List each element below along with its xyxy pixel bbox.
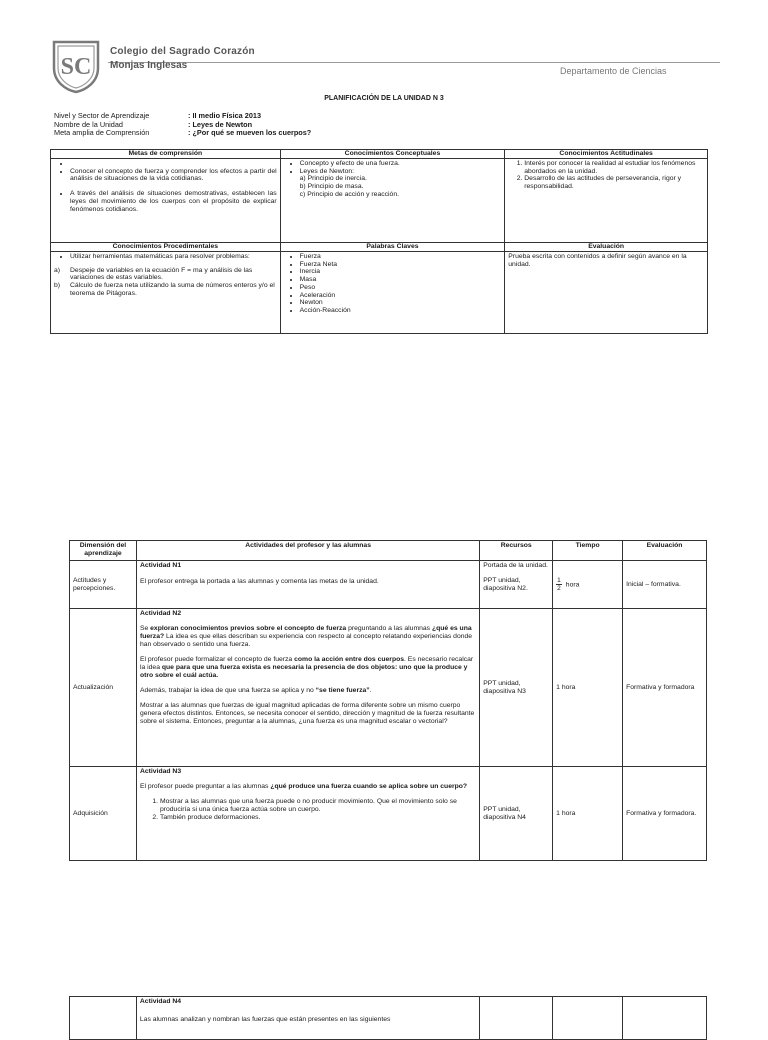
activities-table [69, 540, 707, 861]
col-header-evaluacion: Evaluación [623, 541, 707, 561]
dimension-cell [70, 997, 137, 1040]
tiempo-cell: 1 hora [553, 767, 623, 861]
list-item: • Masa [300, 276, 502, 284]
activity-title: Actividad N2 [139, 610, 182, 617]
conceptuales-cell [280, 159, 505, 243]
item-label: a) [54, 266, 61, 274]
activities-table-continued [69, 996, 707, 1040]
sub-item: a) Principio de inercia. [299, 175, 367, 183]
col-header-recursos: Recursos [480, 541, 553, 561]
table-row [70, 561, 707, 609]
unit-overview-table [50, 149, 708, 334]
recursos-cell [480, 997, 553, 1040]
evaluacion-cell: Formativa y formadora. [623, 767, 707, 861]
list-item: 1. Mostrar a las alumnas que una fuerza puede o no producir movimiento. Que el movimiento solo se produciría si una única fuerza actúa sobre un cuerpo. [160, 798, 476, 814]
tiempo-cell [553, 561, 623, 609]
list-item: 1. Interés por conocer la realidad al estudiar los fenómenos abordados en la unidad. [524, 160, 704, 175]
activity-paragraph: El profesor puede preguntar a las alumnas ¿qué produce una fuerza cuando se aplica sobre un cuerpo? [139, 783, 468, 790]
department-label: Departamento de Ciencias [560, 66, 667, 76]
col-header-actitudinales: Conocimientos Actitudinales [505, 150, 708, 159]
meta-key: Meta amplia de Comprensión [54, 128, 150, 138]
sub-item: c) Principio de acción y reacción. [299, 190, 399, 198]
activity-text: El profesor entrega la portada a las alumnas y comenta las metas de la unidad. [139, 578, 379, 585]
evaluacion-cell: Inicial – formativa. [623, 561, 707, 609]
page-title: PLANIFICACIÓN DE LA UNIDAD N 3 [324, 95, 444, 102]
meta-key: Nivel y Sector de Aprendizaje [54, 111, 150, 120]
procedimentales-cell [51, 252, 281, 334]
dimension-cell: Adquisición [70, 767, 137, 861]
list-item: • Aceleración [300, 292, 502, 300]
activity-text: Las alumnas analizan y nombran las fuerzas que están presentes en las siguientes [139, 1016, 391, 1023]
list-item: • Fuerza [300, 253, 502, 261]
list-item: 2. Desarrollo de las actitudes de perseverancia, rigor y responsabilidad. [524, 175, 704, 190]
activity-title: Actividad N1 [139, 562, 182, 569]
school-logo-icon [48, 38, 104, 94]
school-name: Colegio del Sagrado Corazón [110, 46, 255, 57]
activity-paragraph: Se exploran conocimientos previos sobre el concepto de fuerza preguntando a las alumnas ¿qué es una fuerza? La idea es que ellas describan su experiencia con respecto al concepto relatando experiencias donde han observado o sentido una fuerza. [139, 625, 473, 648]
list-item [70, 160, 277, 168]
unit-meta [54, 112, 311, 138]
evaluacion-cell: Prueba escrita con contenidos a definir según avance en la unidad. [505, 252, 708, 334]
list-item: • Utilizar herramientas matemáticas para resolver problemas: [70, 253, 277, 261]
fraction-numerator: 1 [557, 577, 561, 584]
activity-paragraph: Además, trabajar la idea de que una fuerza se aplica y no “se tiene fuerza”. [139, 687, 372, 694]
activity-paragraph: Mostrar a las alumnas que fuerzas de igual magnitud aplicadas de forma diferente sobre un mismo cuerpo genera efectos distintos. Entonces, se necesita conocer el sentido, dirección y magnitud de la fuerza resultante sobre el sistema. Entonces, preguntar a la alumnas, ¿una fuerza es una magnitud escalar o vectorial? [139, 702, 475, 725]
dimension-cell: Actitudes y percepciones. [70, 561, 137, 609]
tiempo-cell: 1 hora [553, 609, 623, 767]
list-item: 2. También produce deformaciones. [160, 814, 476, 822]
col-header-tiempo: Tiempo [553, 541, 623, 561]
activity-cell [136, 767, 479, 861]
col-header-dimension: Dimensión del aprendizaje [70, 541, 137, 561]
list-item: • Newton [300, 299, 502, 307]
col-header-procedimentales: Conocimientos Procedimentales [51, 243, 281, 252]
recursos-cell: PPT unidad, diapositiva N4 [480, 767, 553, 861]
table-row [70, 609, 707, 767]
recurso-text: Portada de la unidad. [483, 562, 548, 569]
metas-cell [51, 159, 281, 243]
list-item: • Fuerza Neta [300, 261, 502, 269]
list-item: • Conocer el concepto de fuerza y comprender los efectos a partir del análisis de situaciones de la vida cotidianas. [70, 168, 277, 183]
recursos-cell [480, 561, 553, 609]
dimension-cell: Actualización [70, 609, 137, 767]
logo-text: SC [60, 54, 92, 80]
header-divider [108, 62, 720, 63]
meta-value: : II medio Física 2013 [188, 111, 262, 120]
list-item: • Inercia [300, 268, 502, 276]
table-row [70, 767, 707, 861]
tiempo-text: hora [565, 581, 580, 589]
actitudinales-cell [505, 159, 708, 243]
recurso-text: PPT unidad, diapositiva N2. [483, 577, 528, 592]
col-header-palabras: Palabras Claves [280, 243, 505, 252]
list-item [54, 267, 277, 282]
col-header-actividades: Actividades del profesor y las alumnas [136, 541, 479, 561]
activity-title: Actividad N4 [139, 998, 182, 1005]
palabras-cell [280, 252, 505, 334]
list-item: • Acción-Reacción [300, 307, 502, 315]
list-item: • Concepto y efecto de una fuerza. [300, 160, 502, 168]
item-label: b) [54, 282, 61, 290]
activity-cell [136, 997, 479, 1040]
sub-item: b) Principio de masa. [299, 183, 364, 191]
activity-title: Actividad N3 [139, 768, 182, 775]
evaluacion-cell: Formativa y formadora [623, 609, 707, 767]
fraction-denominator: 2 [557, 585, 561, 592]
col-header-evaluacion: Evaluación [505, 243, 708, 252]
meta-value: : ¿Por qué se mueven los cuerpos? [188, 128, 312, 138]
activity-cell [136, 609, 479, 767]
item-text: Despeje de variables en la ecuación F = ma y análisis de las variaciones de estas variables. [70, 266, 253, 282]
school-subtitle: Monjas Inglesas [110, 60, 188, 71]
list-item: • Leyes de Newton: [300, 168, 502, 176]
item-text: Cálculo de fuerza neta utilizando la suma de números enteros y/o el teorema de Pitágoras. [70, 282, 275, 297]
meta-value: : Leyes de Newton [188, 119, 253, 129]
fraction [556, 577, 562, 592]
tiempo-cell [553, 997, 623, 1040]
activity-cell [136, 561, 479, 609]
meta-row [54, 129, 311, 138]
col-header-metas: Metas de comprensión [51, 150, 281, 159]
recursos-cell: PPT unidad, diapositiva N3 [480, 609, 553, 767]
table-row [70, 997, 707, 1040]
meta-key: Nombre de la Unidad [54, 119, 123, 129]
list-item: • A través del análisis de situaciones demostrativas, establecen las leyes del movimiento de los cuerpos con el propósito de explicar fenómenos cotidianos. [70, 190, 277, 213]
activity-paragraph: El profesor puede formalizar el concepto de fuerza como la acción entre dos cuerpos. Es necesario recalcar la idea que para que una fuerza exista es necesaria la presencia de dos objetos: uno que la produce y otro sobre el cuál actúa. [139, 656, 474, 679]
evaluacion-cell [623, 997, 707, 1040]
list-item: • Peso [300, 284, 502, 292]
list-item [54, 282, 277, 297]
col-header-conceptuales: Conocimientos Conceptuales [280, 150, 505, 159]
